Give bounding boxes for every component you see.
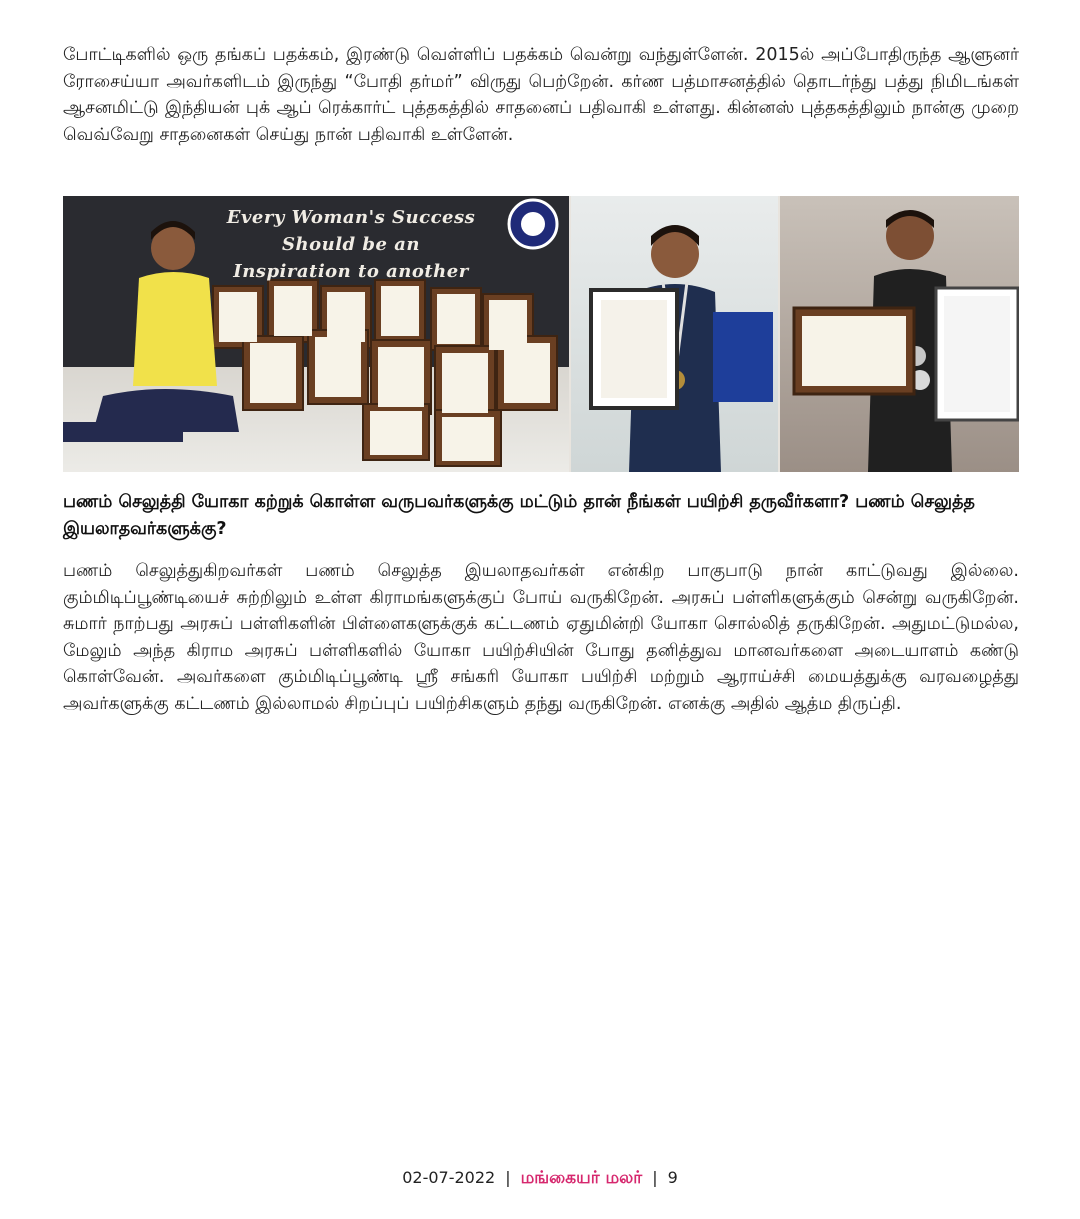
slogan-text xyxy=(191,204,511,285)
slogan-line: Inspiration to another xyxy=(233,261,469,282)
magazine-name: மங்கையர் மலர் xyxy=(520,1168,643,1188)
article-paragraph: பணம் செலுத்துகிறவர்கள் பணம் செலுத்த இயலாதவர்கள் என்கிற பாகுபாடு நான் காட்டுவது இல்லை. கும்மிடிப்பூண்டியைச் சுற்றிலும் உள்ள கிராமங்களுக்குப் போய் வருகிறேன். அரசுப் பள்ளிகளுக்கும் சென்று வருகிறேன். சுமார் நாற்பது அரசுப் பள்ளிகளின் பிள்ளைகளுக்குக் கட்டணம் ஏதுமின்றி யோகா சொல்லித் தருகிறேன். அதுமட்டுமல்ல, மேலும் அந்த கிராம அரசுப் பள்ளிகளில் யோகா பயிற்சியின் போது தனித்துவ மானவர்களை அடையாளம் கண்டு கொள்வேன். அவர்களை கும்மிடிப்பூண்டி ஸ்ரீ சங்கரி யோகா பயிற்சி மற்றும் ஆராய்ச்சி மையத்துக்கு வரவழைத்து அவர்களுக்கு கட்டணம் இல்லாமல் சிறப்புப் பயிற்சிகளும் தந்து வருகிறேன். எனக்கு அதில் ஆத்ம திருப்தி. xyxy=(63,561,1019,714)
page-number: 9 xyxy=(667,1168,678,1187)
photo-collage xyxy=(63,196,1019,472)
award-plaque xyxy=(713,312,773,402)
photo-certificates-medals xyxy=(780,196,1019,472)
slogan-line: Every Woman's Success Should be an xyxy=(226,207,476,255)
separator: | xyxy=(652,1168,658,1187)
separator: | xyxy=(505,1168,511,1187)
interview-question: பணம் செலுத்தி யோகா கற்றுக் கொள்ள வருபவர்களுக்கு மட்டும் தான் நீங்கள் பயிற்சி தருவீர்களா? பணம் செலுத்த இயலாதவர்களுக்கு? xyxy=(63,492,975,539)
photo-certificates-display xyxy=(63,196,569,472)
photo-holding-certificate xyxy=(571,196,778,472)
article-paragraph: போட்டிகளில் ஒரு தங்கப் பதக்கம், இரண்டு வெள்ளிப் பதக்கம் வென்று வந்துள்ளேன். 2015ல் அப்போதிருந்த ஆளுனர் ரோசைய்யா அவர்களிடம் இருந்து “போதி தர்மர்” விருது பெற்றேன். கர்ண பத்மாசனத்தில் தொடர்ந்து பத்து நிமிடங்கள் ஆசனமிட்டு இந்தியன் புக் ஆப் ரெக்கார்ட் புத்தகத்தில் சாதனைப் பதிவாகி உள்ளது. கின்னஸ் புத்தகத்திலும் நான்கு முறை வெவ்வேறு சாதனைகள் செய்து நான் பதிவாகி உள்ளேன். xyxy=(63,45,1019,145)
page-footer xyxy=(0,1168,1080,1190)
issue-date: 02-07-2022 xyxy=(402,1168,496,1187)
certificate-holder-illustration xyxy=(571,196,778,472)
certificates-medals-illustration xyxy=(780,196,1019,472)
